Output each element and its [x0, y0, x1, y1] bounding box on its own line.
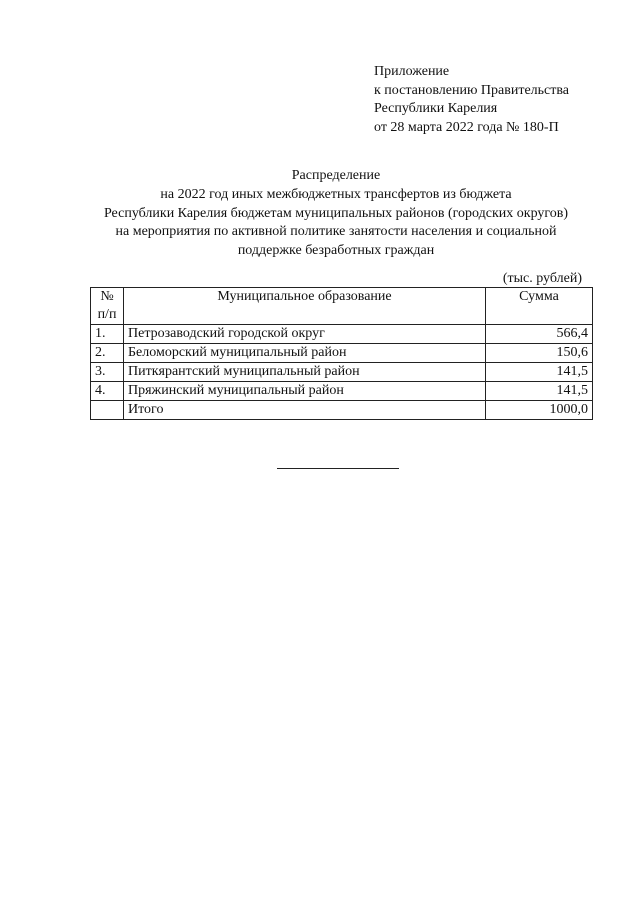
total-sum: 1000,0: [486, 401, 593, 420]
header-municipality: Муниципальное образование: [124, 288, 486, 325]
units-label: (тыс. рублей): [502, 271, 582, 286]
table-row: [91, 325, 593, 344]
row-sum: 566,4: [486, 325, 593, 344]
row-sum: 141,5: [486, 382, 593, 401]
table-row: [91, 363, 593, 382]
title-line: Республики Карелия бюджетам муниципальных районов (городских округов): [103, 205, 569, 221]
table-total-row: [91, 401, 593, 420]
title-line: поддержке безработных граждан: [237, 243, 435, 259]
table-row: [91, 344, 593, 363]
row-number: 1.: [91, 325, 124, 344]
row-municipality: Питкярантский муниципальный район: [124, 363, 486, 382]
appendix-line: от 28 марта 2022 года № 180-П: [374, 119, 559, 135]
header-number-line2: п/п: [97, 307, 117, 322]
title-line: на 2022 год иных межбюджетных трансфертов из бюджета: [160, 186, 512, 202]
row-sum: 150,6: [486, 344, 593, 363]
row-number: 2.: [91, 344, 124, 363]
row-sum: 141,5: [486, 363, 593, 382]
appendix-line: Республики Карелия: [374, 101, 498, 116]
table-header-row: [91, 288, 593, 325]
header-number-line1: №: [100, 289, 114, 304]
row-municipality: Петрозаводский городской округ: [124, 325, 486, 344]
total-label: Итого: [124, 401, 486, 420]
document-title: [60, 167, 612, 261]
row-number: 3.: [91, 363, 124, 382]
title-line: Распределение: [291, 168, 381, 183]
distribution-table: [90, 287, 593, 420]
appendix-block: [374, 63, 569, 137]
row-municipality: Беломорский муниципальный район: [124, 344, 486, 363]
appendix-line: к постановлению Правительства: [374, 82, 570, 98]
row-number: 4.: [91, 382, 124, 401]
appendix-line: Приложение: [374, 64, 450, 79]
total-number: [91, 401, 124, 420]
header-sum: Сумма: [486, 288, 593, 325]
closing-rule: [277, 468, 399, 469]
title-line: на мероприятия по активной политике занятости населения и социальной: [115, 224, 557, 240]
header-number: [91, 288, 124, 325]
row-municipality: Пряжинский муниципальный район: [124, 382, 486, 401]
table-row: [91, 382, 593, 401]
